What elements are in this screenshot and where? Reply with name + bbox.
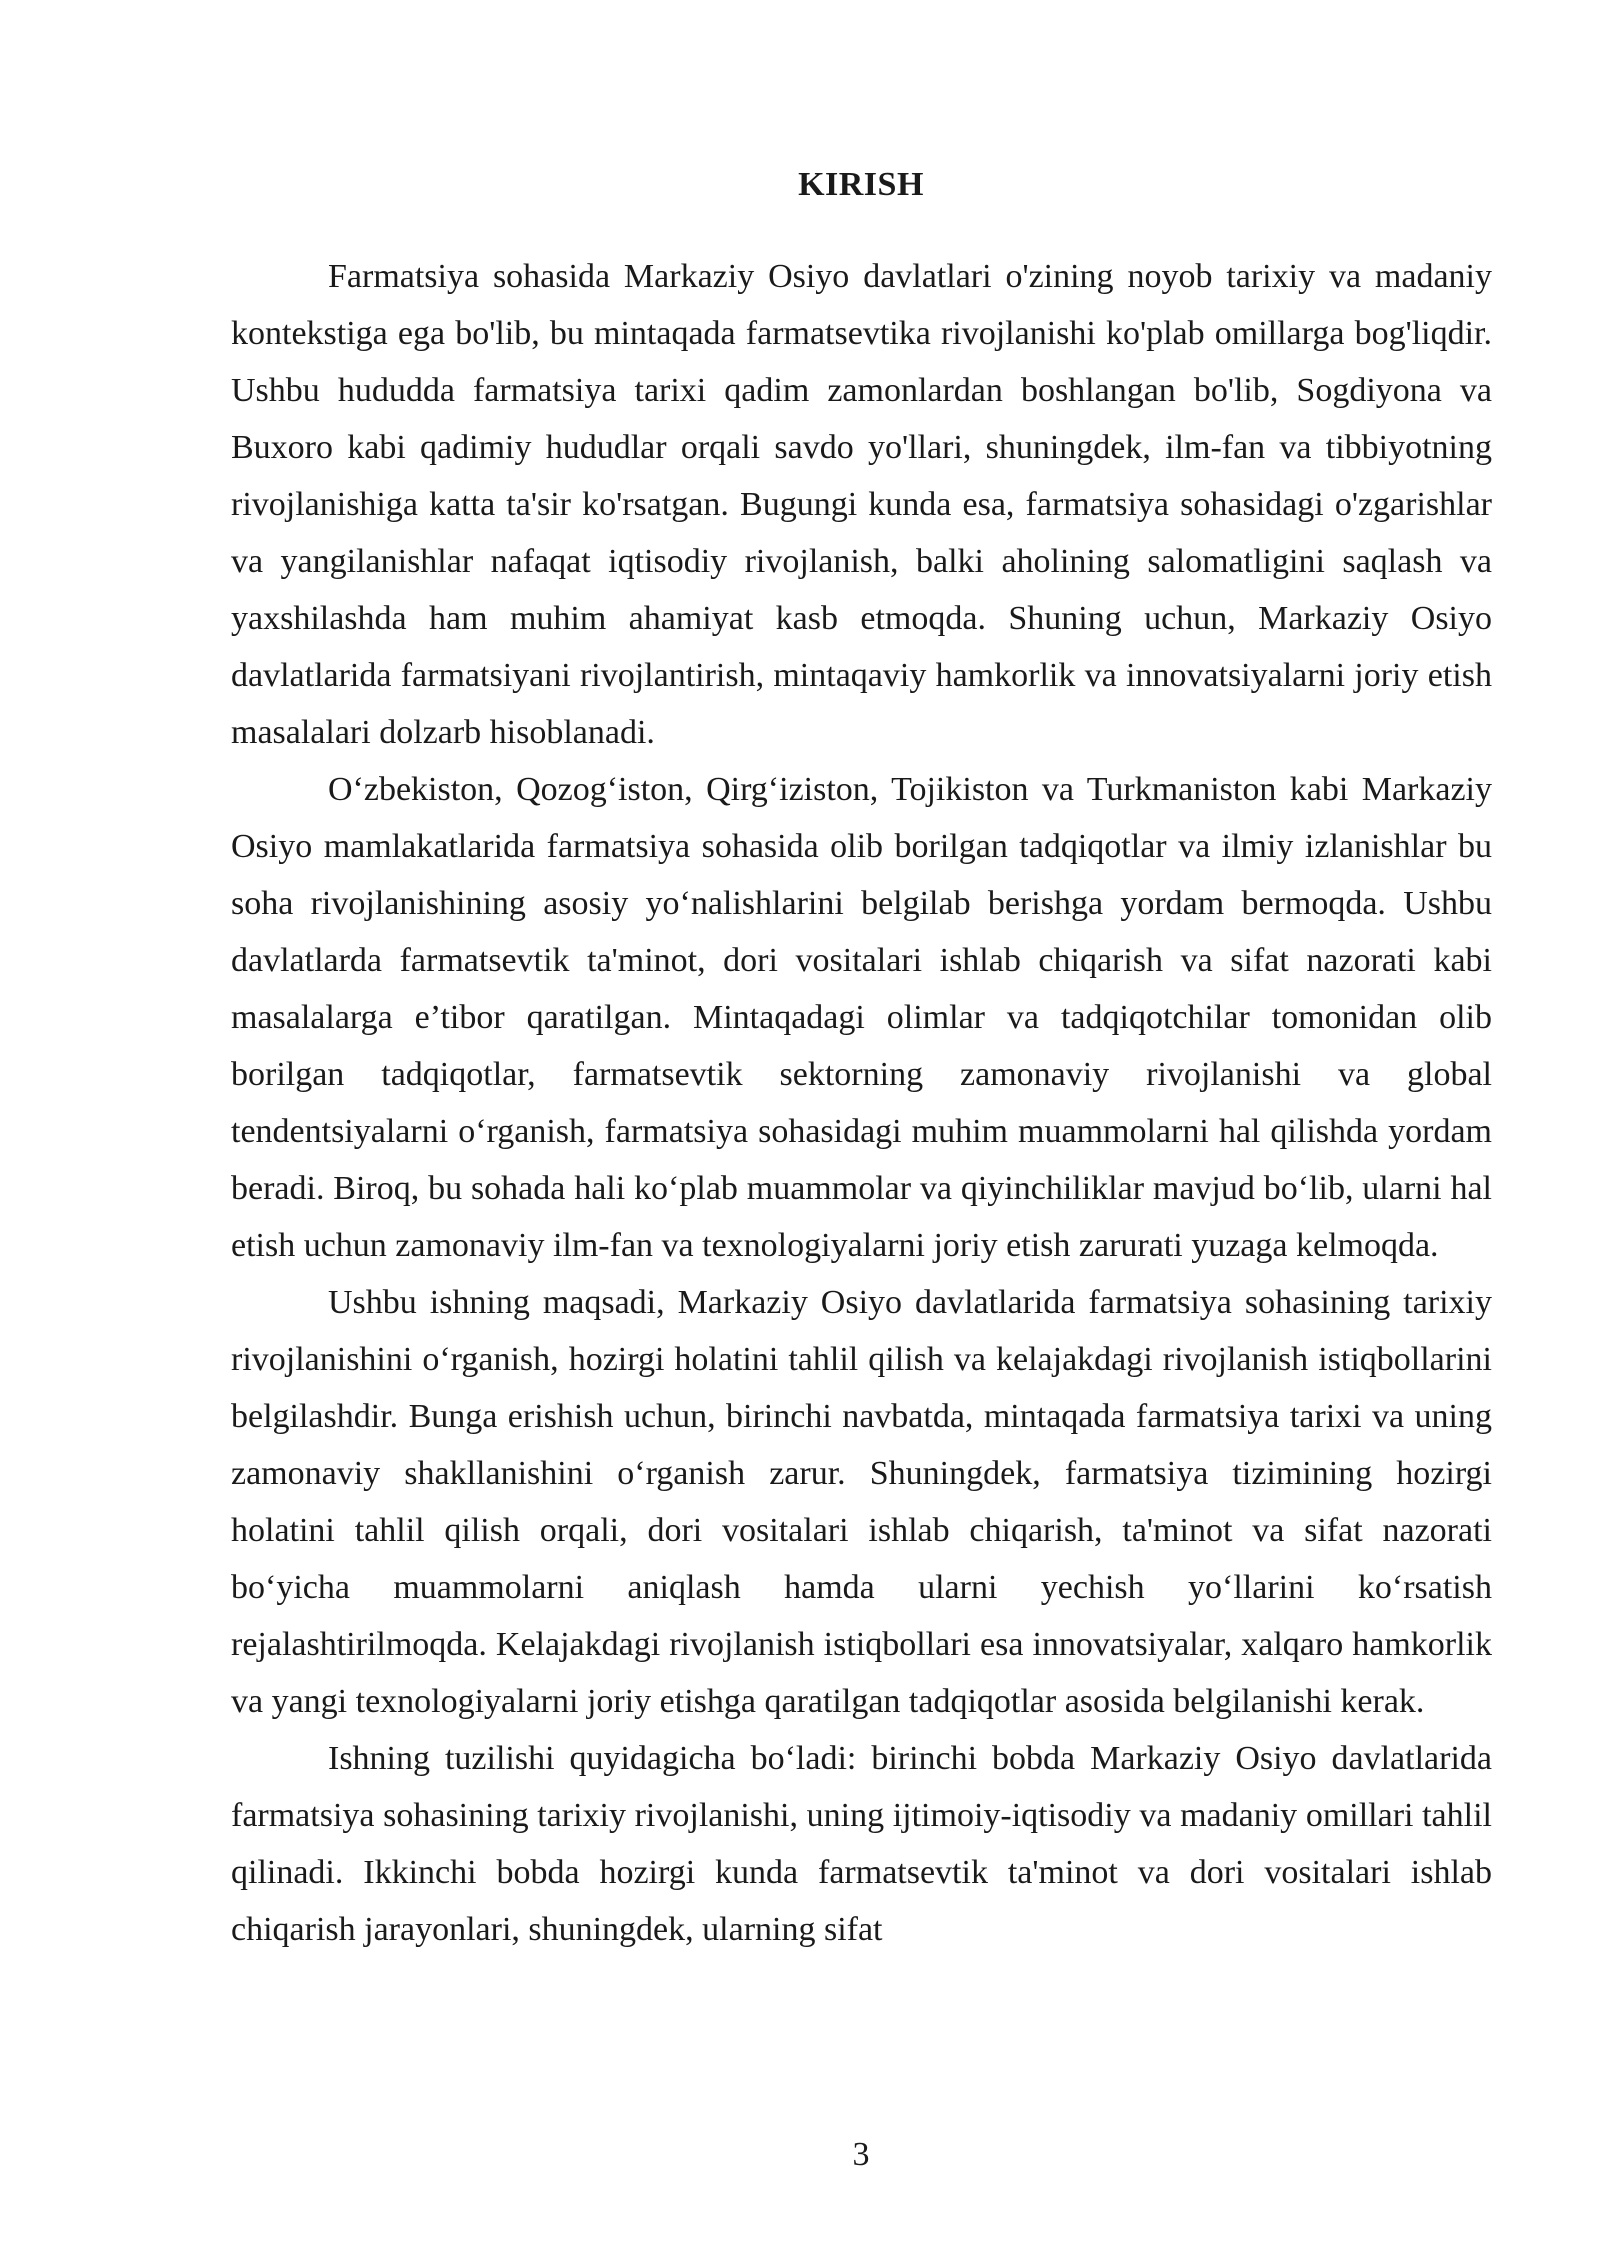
page-number: 3	[852, 2136, 870, 2173]
paragraph-2: O‘zbekiston, Qozog‘iston, Qirg‘iziston, Tojikiston va Turkmaniston kabi Markaziy Osiyo mamlakatlarida farmatsiya sohasida olib borilgan tadqiqotlar va ilmiy izlanishlar bu soha rivojlanishining asosiy yo‘nalishlarini belgilab berishga yordam bermoqda. Ushbu davlatlarda farmatsevtik ta'minot, dori vositalari ishlab chiqarish va sifat nazorati kabi masalalarga e’tibor qaratilgan. Mintaqadagi olimlar va tadqiqotchilar tomonidan olib borilgan tadqiqotlar, farmatsevtik sektorning zamonaviy rivojlanishi va global tendentsiyalarni o‘rganish, farmatsiya sohasidagi muhim muammolarni hal qilishda yordam beradi. Biroq, bu sohada hali ko‘plab muammolar va qiyinchiliklar mavjud bo‘lib, ularni hal etish uchun zamonaviy ilm-fan va texnologiyalarni joriy etish zarurati yuzaga kelmoqda.	[231, 771, 1492, 1264]
body-text	[231, 248, 1492, 1958]
page-title: KIRISH	[798, 166, 924, 203]
paragraph-4: Ishning tuzilishi quyidagicha bo‘ladi: birinchi bobda Markaziy Osiyo davlatlarida farmatsiya sohasining tarixiy rivojlanishi, uning ijtimoiy-iqtisodiy va madaniy omillari tahlil qilinadi. Ikkinchi bobda hozirgi kunda farmatsevtik ta'minot va dori vositalari ishlab chiqarish jarayonlari, shuningdek, ularning sifat	[231, 1740, 1492, 1948]
paragraph-3: Ushbu ishning maqsadi, Markaziy Osiyo davlatlarida farmatsiya sohasining tarixiy rivojlanishini o‘rganish, hozirgi holatini tahlil qilish va kelajakdagi rivojlanish istiqbollarini belgilashdir. Bunga erishish uchun, birinchi navbatda, mintaqada farmatsiya tarixi va uning zamonaviy shakllanishini o‘rganish zarur. Shuningdek, farmatsiya tizimining hozirgi holatini tahlil qilish orqali, dori vositalari ishlab chiqarish, ta'minot va sifat nazorati bo‘yicha muammolarni aniqlash hamda ularni yechish yo‘llarini ko‘rsatish rejalashtirilmoqda. Kelajakdagi rivojlanish istiqbollari esa innovatsiyalar, xalqaro hamkorlik va yangi texnologiyalarni joriy etishga qaratilgan tadqiqotlar asosida belgilanishi kerak.	[231, 1284, 1492, 1720]
paragraph-1: Farmatsiya sohasida Markaziy Osiyo davlatlari o'zining noyob tarixiy va madaniy kontekstiga ega bo'lib, bu mintaqada farmatsevtika rivojlanishi ko'plab omillarga bog'liqdir. Ushbu hududda farmatsiya tarixi qadim zamonlardan boshlangan bo'lib, Sogdiyona va Buxoro kabi qadimiy hududlar orqali savdo yo'llari, shuningdek, ilm-fan va tibbiyotning rivojlanishiga katta ta'sir ko'rsatgan. Bugungi kunda esa, farmatsiya sohasidagi o'zgarishlar va yangilanishlar nafaqat iqtisodiy rivojlanish, balki aholining salomatligini saqlash va yaxshilashda ham muhim ahamiyat kasb etmoqda. Shuning uchun, Markaziy Osiyo davlatlarida farmatsiyani rivojlantirish, mintaqaviy hamkorlik va innovatsiyalarni joriy etish masalalari dolzarb hisoblanadi.	[231, 258, 1492, 751]
